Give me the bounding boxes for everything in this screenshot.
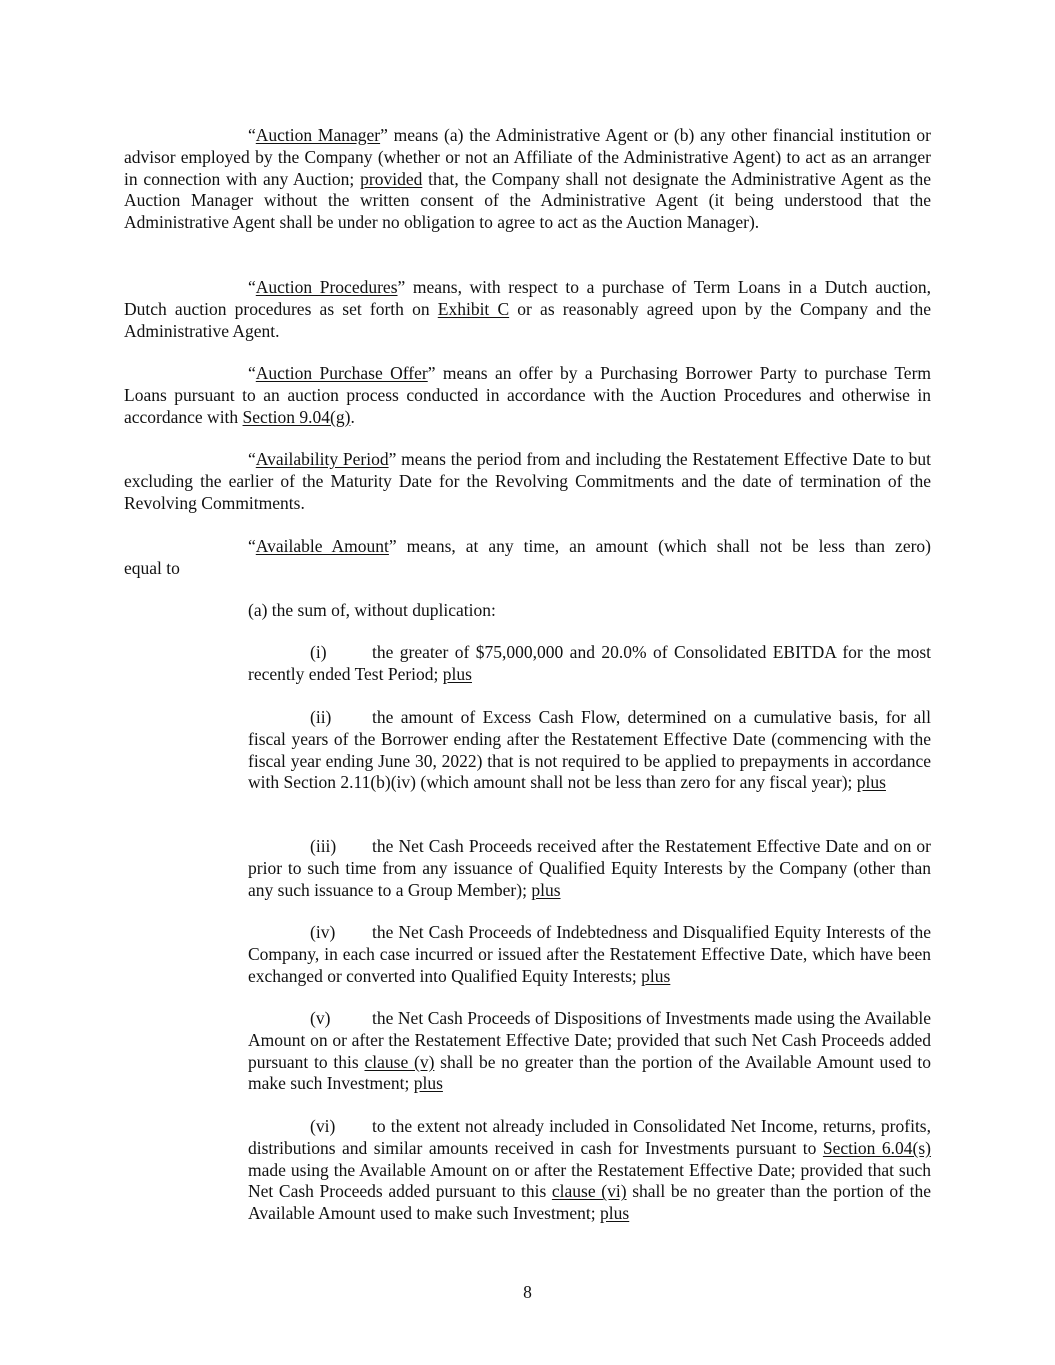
plus-term: plus — [531, 879, 561, 900]
defined-term: Available Amount — [255, 536, 389, 556]
plus-term: plus — [413, 1073, 443, 1094]
clause-i: (i) the greater of $75,000,000 and 20.0% of Consolidated EBITDA for the most recently ended Test Period; plus — [248, 642, 931, 684]
page-number: 8 — [523, 1282, 532, 1302]
section-reference: Section 9.04(g) — [242, 406, 351, 427]
definition-availability-period: “Availability Period” means the period from and including the Restatement Effective Date to but excluding the earlier of the Maturity Date for the Revolving Commitments and the date of termination of the Revolving Commitments. — [124, 449, 931, 513]
definition-auction-purchase-offer: “Auction Purchase Offer” means an offer by a Purchasing Borrower Party to purchase Term Loans pursuant to an auction process conducted in accordance with the Auction Procedures and otherwise in accordance with Section 9.04(g). — [124, 363, 932, 427]
definition-auction-procedures: “Auction Procedures” means, with respect to a purchase of Term Loans in a Dutch auction, Dutch auction procedures as set forth on Exhibit C or as reasonably agreed upon by the Company and the Administrative Agent. — [124, 277, 931, 341]
definition-auction-manager: “Auction Manager” means (a) the Administrative Agent or (b) any other financial institution or advisor employed by the Company (whether or not an Affiliate of the Administrative Agent) to act as an arranger in connection with any Auction; provided that, the Company shall not designate the Administrative Agent as the Auction Manager without the written consent of the Administrative Agent (it being understood that the Administrative Agent shall be under no obligation to agree to act as the Auction Manager). — [124, 125, 931, 233]
clause-ii: (ii) the amount of Excess Cash Flow, determined on a cumulative basis, for all fiscal years of the Borrower ending after the Restatement Effective Date (commencing with the fiscal year ending June 30, 2022) that is not required to be applied to prepayments in accordance with Section 2.11(b)(iv) (which amount shall not be less than zero for any fiscal year); plus — [248, 707, 931, 793]
definition-available-amount: “Available Amount” means, at any time, an amount (which shall not be less than zero) — [248, 536, 931, 556]
section-reference: Section 6.04(s) — [822, 1137, 931, 1158]
clause-reference: clause (vi) — [551, 1181, 627, 1202]
clause-number: (ii) — [310, 707, 332, 727]
definition-available-amount-continued: equal to — [124, 558, 180, 578]
plus-term: plus — [600, 1203, 630, 1224]
clause-iv: (iv) the Net Cash Proceeds of Indebtedness and Disqualified Equity Interests of the Company, in each case incurred or issued after the Restatement Effective Date, which have been exchanged or converted into Qualified Equity Interests; plus — [248, 922, 931, 986]
defined-term: Auction Purchase Offer — [255, 363, 428, 383]
clause-vi: (vi) to the extent not already included in Consolidated Net Income, returns, profits, distributions and similar amounts received in cash for Investments pursuant to Section 6.04(s) made using the Available Amount on or after the Restatement Effective Date; provided that such Net Cash Proceeds added pursuant to this clause (vi) shall be no greater than the portion of the Available Amount used to make such Investment; plus — [248, 1116, 932, 1224]
sum-heading: (a) the sum of, without duplication: — [248, 600, 496, 620]
plus-term: plus — [856, 772, 886, 793]
clause-number: (vi) — [310, 1116, 336, 1136]
defined-term: Availability Period — [255, 449, 389, 469]
clause-number: (iv) — [310, 922, 336, 942]
clause-v: (v) the Net Cash Proceeds of Dispositions of Investments made using the Available Amount on or after the Restatement Effective Date; provided that such Net Cash Proceeds added pursuant to this clause (v) shall be no greater than the portion of the Available Amount used to make such Investment; plus — [248, 1008, 931, 1094]
plus-term: plus — [442, 663, 472, 684]
clause-number: (iii) — [310, 836, 337, 856]
defined-term: Auction Manager — [255, 125, 381, 145]
clause-iii: (iii) the Net Cash Proceeds received after the Restatement Effective Date and on or prior to such time from any issuance of Qualified Equity Interests by the Company (other than any such issuance to a Group Member); plus — [248, 836, 931, 900]
defined-term: Auction Procedures — [255, 277, 398, 297]
clause-number: (v) — [310, 1008, 331, 1028]
clause-reference: clause (v) — [364, 1051, 435, 1072]
provided-term: provided — [360, 168, 423, 189]
plus-term: plus — [641, 965, 671, 986]
clause-number: (i) — [310, 642, 327, 662]
exhibit-reference: Exhibit C — [437, 298, 510, 319]
